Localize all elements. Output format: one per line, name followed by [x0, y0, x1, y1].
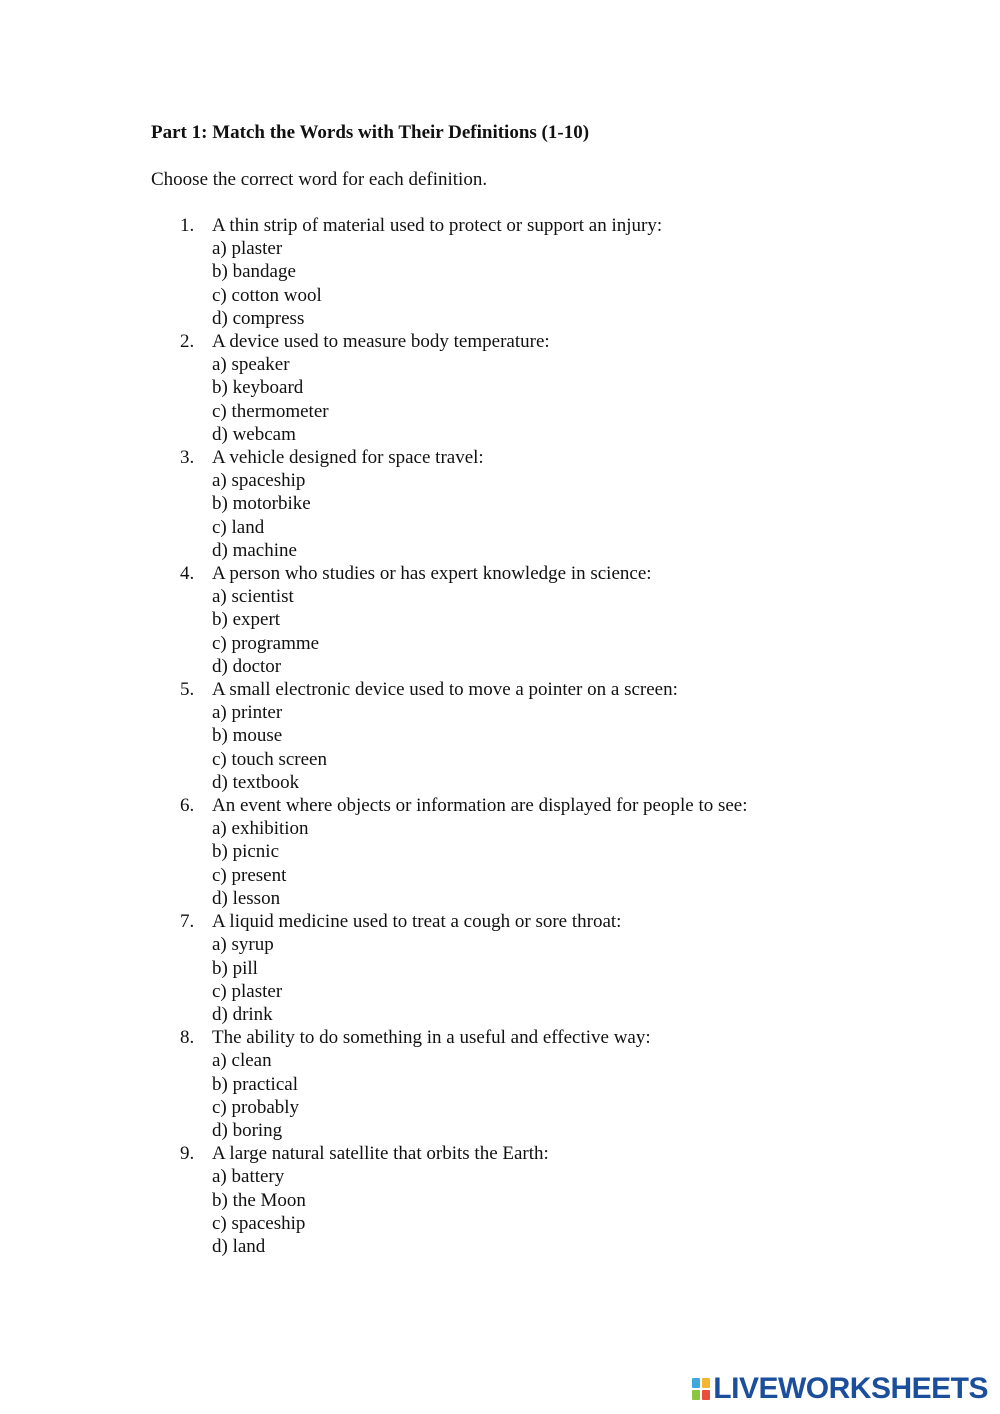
- answer-option: a) speaker: [212, 354, 290, 376]
- answer-option: d) boring: [212, 1119, 283, 1141]
- question-number: 8.: [180, 1027, 195, 1049]
- question-number: 6.: [180, 795, 195, 817]
- option-list: [212, 1049, 748, 1142]
- logo-text: LIVEWORKSHEETS: [713, 1372, 988, 1405]
- question-item: [180, 1142, 748, 1258]
- answer-option: b) bandage: [212, 261, 296, 283]
- answer-option: c) spaceship: [212, 1212, 306, 1234]
- answer-option: d) land: [212, 1235, 266, 1257]
- answer-option: c) plaster: [212, 980, 283, 1002]
- answer-option: d) drink: [212, 1003, 273, 1025]
- question-item: [180, 214, 748, 330]
- answer-option: a) printer: [212, 702, 283, 724]
- option-list: [212, 469, 748, 562]
- option-list: [212, 585, 748, 678]
- question-text: A small electronic device used to move a pointer on a screen:: [212, 679, 678, 701]
- option-list: [212, 353, 748, 446]
- answer-option: b) mouse: [212, 725, 283, 747]
- answer-option: d) lesson: [212, 887, 281, 909]
- question-text: A device used to measure body temperature:: [212, 331, 550, 353]
- answer-option: a) clean: [212, 1050, 272, 1072]
- answer-option: b) keyboard: [212, 377, 304, 399]
- answer-option: d) machine: [212, 539, 297, 561]
- question-number: 7.: [180, 911, 195, 933]
- answer-option: b) expert: [212, 609, 281, 631]
- question-text: The ability to do something in a useful and effective way:: [212, 1027, 651, 1049]
- option-list: [212, 701, 748, 794]
- page-title: Part 1: Match the Words with Their Definitions (1-10): [151, 122, 590, 143]
- answer-option: c) present: [212, 864, 287, 886]
- question-item: [180, 678, 748, 794]
- answer-option: c) probably: [212, 1096, 300, 1118]
- question-text: A large natural satellite that orbits the Earth:: [212, 1143, 549, 1165]
- answer-option: b) picnic: [212, 841, 280, 863]
- instructions: Choose the correct word for each definition.: [151, 169, 488, 190]
- question-number: 5.: [180, 679, 195, 701]
- answer-option: a) plaster: [212, 238, 283, 260]
- answer-option: b) pill: [212, 957, 258, 979]
- option-list: [212, 1165, 748, 1258]
- question-text: A person who studies or has expert knowledge in science:: [212, 563, 652, 585]
- logo-mark-square: [692, 1378, 700, 1388]
- answer-option: d) doctor: [212, 655, 282, 677]
- question-item: [180, 794, 748, 910]
- option-list: [212, 237, 748, 330]
- answer-option: b) practical: [212, 1073, 298, 1095]
- question-text: A thin strip of material used to protect or support an injury:: [212, 215, 663, 236]
- liveworksheets-logo: [692, 1374, 988, 1404]
- question-number: 2.: [180, 331, 195, 353]
- logo-mark-square: [702, 1390, 710, 1400]
- answer-option: c) cotton wool: [212, 284, 322, 306]
- answer-option: c) thermometer: [212, 400, 329, 422]
- option-list: [212, 817, 748, 910]
- question-item: [180, 1026, 748, 1142]
- answer-option: c) programme: [212, 632, 320, 654]
- answer-option: a) spaceship: [212, 470, 306, 492]
- question-text: An event where objects or information are displayed for people to see:: [212, 795, 748, 817]
- question-text: A liquid medicine used to treat a cough or sore throat:: [212, 911, 622, 933]
- logo-mark-square: [702, 1378, 710, 1388]
- question-text: A vehicle designed for space travel:: [212, 447, 484, 469]
- liveworksheets-logo-icon: [692, 1378, 710, 1400]
- answer-option: a) scientist: [212, 586, 294, 608]
- question-number: 9.: [180, 1143, 195, 1165]
- logo-mark-square: [692, 1390, 700, 1400]
- answer-option: a) battery: [212, 1166, 285, 1188]
- answer-option: d) webcam: [212, 423, 296, 445]
- question-item: [180, 910, 748, 1026]
- answer-option: c) land: [212, 516, 265, 538]
- option-list: [212, 933, 748, 1026]
- question-item: [180, 446, 748, 562]
- question-number: 3.: [180, 447, 195, 469]
- answer-option: d) textbook: [212, 771, 300, 793]
- answer-option: a) syrup: [212, 934, 274, 956]
- answer-option: c) touch screen: [212, 748, 327, 770]
- question-item: [180, 330, 748, 446]
- answer-option: b) the Moon: [212, 1189, 306, 1211]
- answer-option: b) motorbike: [212, 493, 311, 515]
- question-item: [180, 562, 748, 678]
- answer-option: d) compress: [212, 307, 305, 329]
- question-number: 1.: [180, 215, 195, 236]
- question-list: [180, 214, 748, 1258]
- answer-option: a) exhibition: [212, 818, 309, 840]
- question-number: 4.: [180, 563, 195, 585]
